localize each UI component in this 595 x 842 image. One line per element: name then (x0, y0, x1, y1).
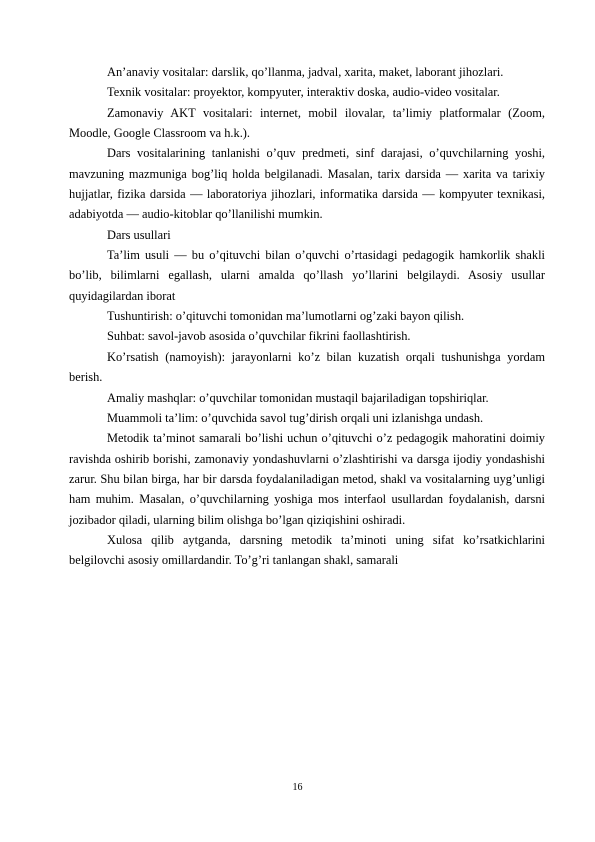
paragraph: An’anaviy vositalar: darslik, qo’llanma, jadval, xarita, maket, laborant jihozlari. (107, 65, 504, 79)
paragraph: Muammoli ta’lim: o’quvchida savol tug’dirish orqali uni izlanishga undash. (107, 410, 484, 425)
section-heading: Dars usullari (107, 227, 171, 242)
paragraph: Xulosa qilib aytganda, darsning metodik ta’minoti uning sifat ko’rsatkichlarini belgilovchi asosiy omillardandir. To’g’ri tanlangan shakl, samarali (69, 532, 545, 568)
paragraph: Suhbat: savol-javob asosida o’quvchilar fikrini faollashtirish. (107, 329, 411, 344)
paragraph: Amaliy mashqlar: o’quvchilar tomonidan mustaqil bajariladigan topshiriqlar. (107, 390, 489, 405)
paragraph: Metodik ta’minot samarali bo’lishi uchun o’qituvchi o’z pedagogik mahoratini doimiy ravishda oshirib borishi, zamonaviy yondashuvlarni o’zlashtirishi va darsga ijodiy yondashishi zarur. Shu bilan birga, har bir darsda foydalaniladigan metod, shakl va vositalarning uyg’unligi ham muhim. Masalan, o’quvchilarning yoshiga mos interfaol usullardan foydalanish, darsni jozibador qiladi, ularning bilim olishga bo’lgan qiziqishini oshiradi. (69, 431, 545, 527)
paragraph: Zamonaviy AKT vositalari: internet, mobil ilovalar, ta’limiy platformalar (Zoom, Moodle, Google Classroom va h.k.). (69, 105, 545, 141)
paragraph: Ta’lim usuli — bu o’qituvchi bilan o’quvchi o’rtasidagi pedagogik hamkorlik shakli bo’lib, bilimlarni egallash, ularni amalda qo’llash yo’llarini belgilaydi. Asosiy usullar quyidagilardan iborat (69, 248, 545, 303)
paragraph: Texnik vositalar: proyektor, kompyuter, interaktiv doska, audio-video vositalar. (107, 85, 500, 100)
paragraph: Tushuntirish: o’qituvchi tomonidan ma’lumotlarni og’zaki bayon qilish. (107, 309, 465, 324)
page-number: 16 (292, 782, 303, 793)
paragraph: Dars vositalarining tanlanishi o’quv predmeti, sinf darajasi, o’quvchilarning yoshi, mavzuning mazmuniga bog’liq holda belgilanadi. Masalan, tarix darsida — xarita va tarixiy hujjatlar, fizika darsida — laboratoriya jihozlari, informatika darsida — kompyuter texnikasi, adabiyotda — audio-kitoblar qo’llanilishi mumkin. (69, 146, 545, 222)
document-page (69, 62, 545, 571)
paragraph: Ko’rsatish (namoyish): jarayonlarni ko’z bilan kuzatish orqali tushunishga yordam berish. (69, 349, 545, 385)
